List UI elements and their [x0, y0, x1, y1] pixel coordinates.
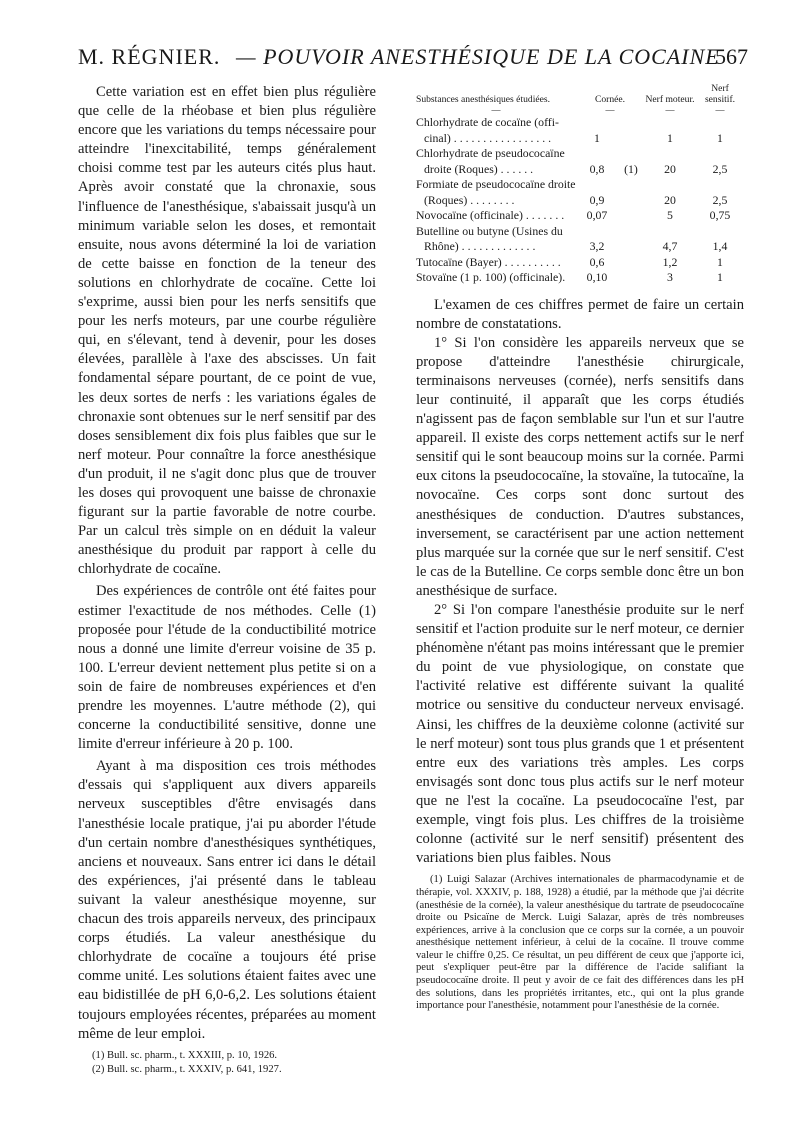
substance-name: Chlorhydrate de cocaïne (officinal) . . . . . . . . . . . . . . . . .	[416, 115, 559, 145]
sensitif-value: 1	[717, 270, 723, 284]
table-dash: —	[715, 105, 725, 115]
left-column	[78, 83, 376, 1044]
substance-name: Formiate de pseudococaïne droite (Roques) . . . . . . . .	[416, 177, 576, 207]
table-note: (1)	[624, 161, 638, 176]
header-title	[236, 44, 720, 70]
table-row	[416, 224, 744, 255]
cornee-value: 0,10	[586, 270, 608, 284]
table-note	[618, 270, 644, 286]
left-footnotes	[78, 1050, 376, 1077]
footnote: (1) Bull. sc. pharm., t. XXXIII, p. 10, 1926.	[92, 1050, 278, 1061]
footnote: (1) Luigi Salazar (Archives internationales de pharmacodynamie et de thérapie, vol. XXXIV, p. 188, 1928) a étudié, par la méthode que j'ai décrite (anesthésie de la cornée), la valeur anesthésique du tartrate de pseudococaïne droite ou Psicaïne de Merck. Luigi Salazar, après de très nombreuses expériences, arrive à la conclusion que ce corps sur la cornée, a un pouvoir anesthésique nettement inférieur, à celui de la cocaïne. Il trouve comme valeur le chiffre 0,25. Ce résultat, un peu différent de ceux que j'apporte ici, peut s'expliquer peut-être par la différence de l'acide salifiant la pseudococaïne droite. Il peut y avoir de ce fait des différences dans les pH des solutions, dans les propriétés irritantes, etc., qui ont la plus grande importance pour l'anesthésie, notamment pour l'anesthésie de la cornée.	[416, 874, 744, 1012]
substance-name: Chlorhydrate de pseudococaïne droite (Roques) . . . . . .	[416, 146, 565, 176]
sensitif-value: 2,5	[712, 192, 728, 207]
table-note	[618, 224, 644, 255]
table-row	[416, 270, 744, 286]
table-row	[416, 208, 744, 224]
right-column	[416, 83, 744, 1013]
table-dash-row	[416, 105, 744, 115]
header-dash: —	[236, 44, 257, 69]
table-header: Substances anesthésiques étudiées.	[416, 94, 551, 105]
sensitif-value: 2,5	[712, 161, 728, 176]
table-row	[416, 146, 744, 177]
paragraph: 1° Si l'on considère les appareils nerveux que se propose d'atteindre l'anesthésie chirurgicale, terminaisons nerveuses (cornée), nerfs sensitifs dans leur continuité, il apparaît que les corps étudiés n'agissent pas de façon semblable sur l'un et sur l'autre appareil. Il existe des corps nettement actifs sur le nerf sensitif qui le sont beaucoup moins sur la cornée. Parmi eux citons la pseudococaïne, la stovaïne, la tutocaïne, la novocaïne. Ces corps sont donc surtout des anesthésiques de conduction. D'autres substances, inversement, se caractérisent par une action nettement plus marquée sur la cornée que sur le nerf sensitif. C'est le cas de la Butelline. Ce corps semble donc être un bon anesthésique de surface.	[416, 334, 744, 599]
table-header: Nerf moteur.	[645, 94, 695, 105]
moteur-value: 20	[664, 161, 676, 176]
table-note	[618, 255, 644, 271]
moteur-value: 20	[664, 192, 676, 207]
paragraph: Cette variation est en effet bien plus régulière que celle de la rhéobase et bien plus régulière encore que les variations du temps nécessaire pour atteindre l'inexcitabilité, temps généralement choisi comme test par les auteurs cités plus haut. Après avoir constaté que la chronaxie, sous l'influence de l'anesthésique, s'abaissait jusqu'à un minimum variable selon les doses, et remontait ensuite, nous avons déterminé la loi de variation de cette baisse en fonction de la teneur des solutions en chlorhydrate de cocaïne. Cette loi s'exprime, aussi bien pour les nerfs sensitifs que pour les nerfs moteurs, par une courbe régulière qui, en s'élevant, tend à devenir, pour les doses élevées, parallèle à l'axe des abscisses. Un fait fondamental sépare pourtant, de ce point de vue, les deux sortes de nerfs : les variations égales de chronaxie sont obtenues sur le nerf sensitif par des doses sensiblement dix fois plus faibles que sur le nerf moteur. Pour connaître la force anesthésique d'un produit, il ne s'agit donc plus que de trouver les doses qui provoquent une baisse de chronaxie figurant sur la partie favorable de notre courbe. Par un calcul très simple on en déduit la valeur anesthésique du produit par rapport à celle du chlorhydrate de cocaïne.	[78, 84, 376, 578]
cornee-value: 0,07	[586, 208, 608, 222]
table-header: Cornée.	[594, 94, 626, 105]
moteur-value: 1,2	[662, 254, 678, 269]
moteur-value: 5	[667, 208, 673, 222]
table-dash: —	[605, 105, 615, 115]
table-row	[416, 255, 744, 271]
page-number: 567	[715, 44, 748, 69]
moteur-value: 3	[667, 270, 673, 284]
paragraph: L'examen de ces chiffres permet de faire un certain nombre de constatations.	[416, 296, 744, 332]
footnote: (2) Bull. sc. pharm., t. XXXIV, p. 641, 1927.	[92, 1063, 282, 1075]
cornee-value: 3,2	[589, 239, 605, 253]
substance-name: Butelline ou butyne (Usines du Rhône) . . . . . . . . . . . . .	[416, 223, 563, 253]
table-header: Nerf sensitif.	[704, 83, 736, 105]
table-note	[618, 208, 644, 224]
moteur-value: 4,7	[662, 239, 678, 253]
paragraph: Des expériences de contrôle ont été faites pour estimer l'exactitude de nos méthodes. Celle (1) proposée pour l'étude de la conductibilité motrice nous a donné une limite d'erreur voisine de 35 p. 100. L'erreur devient nettement plus petite si on a soin de faire de nombreuses expériences et d'en prendre les moyennes. L'autre méthode (2), qui concerne la conductibilité sensitive, donne une limite d'erreur inférieure à 20 p. 100.	[78, 583, 376, 753]
sensitif-value: 0,75	[709, 208, 731, 222]
sensitif-value: 1,4	[712, 239, 728, 253]
substance-name: Stovaïne (1 p. 100) (officinale).	[416, 270, 566, 284]
page-header	[78, 44, 748, 74]
header-author: M. RÉGNIER.	[78, 44, 221, 69]
anesthetic-values-table	[416, 83, 744, 286]
moteur-value: 1	[667, 130, 673, 145]
paragraph: 2° Si l'on compare l'anesthésie produite sur le nerf sensitif et l'action produite sur le nerf moteur, ce dernier phénomène n'étant pas moins intéressant que le premier du point de vue physiologique, on constate que l'activité relative est différente suivant la qualité motrice ou sensitive du conducteur nerveux envisagé. Ainsi, les chiffres de la deuxième colonne (activité sur le nerf moteur) sont tous plus grands que 1 et présentent entre eux des variations très amples. Les corps envisagés sont donc tous plus actifs sur le nerf moteur que ne l'est la cocaïne. La pseudococaïne l'est, par exemple, vingt fois plus. Les chiffres de la troisième colonne (activité sur le nerf sensitif) présentent des variations bien plus faibles. Nous	[416, 602, 744, 867]
cornee-value: 0,6	[589, 254, 605, 269]
table-note	[618, 177, 644, 208]
table-row	[416, 177, 744, 208]
table-note	[618, 115, 644, 146]
table-dash: —	[491, 105, 501, 115]
cornee-value: 0,9	[589, 192, 605, 207]
table-header-row	[416, 83, 744, 105]
substance-name: Novocaïne (officinale) . . . . . . .	[416, 208, 565, 222]
cornee-value: 0,8	[589, 161, 605, 176]
paragraph: Ayant à ma disposition ces trois méthodes d'essais qui s'appliquent aux divers appareils nerveux susceptibles d'être envisagés dans l'anesthésie locale pratique, j'ai pu aborder l'étude d'un certain nombre d'anesthésiques synthétiques, anciens et nouveaux. Sans entrer ici dans le détail des expériences, j'ai présenté dans le tableau suivant la valeur anesthésique moyenne, sur chacun des trois appareils nerveux, des principaux corps étudiés. La valeur anesthésique du chlorhydrate de cocaïne a toujours été prise comme unité. Les solutions étaient faites avec une eau bidistillée de pH 6,0-6,2. Les solutions étaient toujours employées récentes, préparées au moment même de leur emploi.	[78, 758, 376, 1042]
substance-name: Tutocaïne (Bayer) . . . . . . . . . .	[416, 254, 561, 269]
cornee-value: 1	[594, 130, 600, 145]
header-title-text: POUVOIR ANESTHÉSIQUE DE LA COCAINE	[263, 44, 720, 69]
sensitif-value: 1	[717, 130, 723, 145]
right-footnote-block	[416, 874, 744, 1013]
sensitif-value: 1	[717, 254, 723, 269]
table-dash: —	[665, 105, 675, 115]
table-row	[416, 115, 744, 146]
